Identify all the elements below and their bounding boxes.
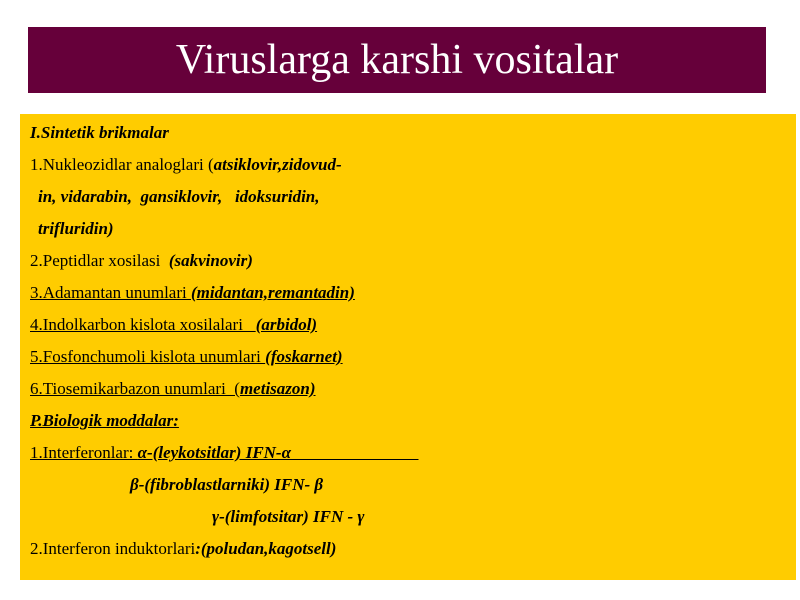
list-item-phosphonoformic-label: 5.Fosfonchumoli kislota unumlari — [30, 347, 266, 366]
list-item-nucleoside — [30, 150, 342, 180]
section-synthetic-heading — [30, 118, 169, 148]
list-item-peptide — [30, 246, 253, 276]
list-item-inducers-drugs: :(poludan,kagotsell) — [195, 539, 337, 558]
list-item-interferons-label: 1.Interferonlar: — [30, 443, 138, 462]
content-box — [20, 114, 796, 580]
list-item-indolecarbon — [30, 310, 317, 340]
list-item-interferons — [30, 438, 419, 468]
list-item-phosphonoformic — [30, 342, 343, 372]
list-item-thiosemicarbazone — [30, 374, 316, 404]
slide-title: Viruslarga karshi vositalar — [175, 37, 619, 83]
section-synthetic-label: I.Sintetik brikmalar — [30, 123, 169, 142]
list-item-interferons-gamma — [212, 502, 365, 532]
list-item-inducers — [30, 534, 336, 564]
list-item-interferons-alpha: α-(leykotsitlar) IFN-α — [137, 443, 291, 462]
list-item-adamantane-label: 3.Adamantan unumlari — [30, 283, 191, 302]
list-item-nucleoside-label: 1.Nukleozidlar analoglari ( — [30, 155, 214, 174]
list-item-indolecarbon-label: 4.Indolkarbon kislota xosilalari — [30, 315, 256, 334]
list-item-thiosemicarbazone-label: 6.Tiosemikarbazon unumlari ( — [30, 379, 240, 398]
list-item-interferons-beta — [130, 470, 323, 500]
list-item-nucleoside-cont — [38, 182, 320, 212]
list-item-nucleoside-drugs: atsiklovir,zidovud- — [213, 155, 342, 174]
list-item-nucleoside-drugs-end: trifluridin) — [38, 219, 114, 238]
list-item-adamantane — [30, 278, 355, 308]
list-item-nucleoside-drugs-cont: in, vidarabin, gansiklovir, idoksuridin, — [38, 187, 320, 206]
list-item-inducers-label: 2.Interferon induktorlari — [30, 539, 196, 558]
section-biological-heading — [30, 406, 179, 436]
list-item-interferons-underline-fill — [291, 443, 419, 462]
section-biological-label: P.Biologik moddalar: — [30, 411, 179, 430]
interferon-gamma-label: γ-(limfotsitar) IFN - γ — [212, 507, 365, 526]
list-item-phosphonoformic-drugs: (foskarnet) — [265, 347, 343, 366]
list-item-adamantane-drugs: (midantan,remantadin) — [191, 283, 355, 302]
list-item-nucleoside-cont2 — [38, 214, 114, 244]
list-item-indolecarbon-drugs: (arbidol) — [255, 315, 318, 334]
list-item-thiosemicarbazone-drugs: metisazon) — [239, 379, 316, 398]
list-item-peptide-label: 2.Peptidlar xosilasi — [30, 251, 169, 270]
list-item-peptide-drugs: (sakvinovir) — [168, 251, 253, 270]
interferon-beta-label: β-(fibroblastlarniki) IFN- β — [130, 475, 324, 494]
title-bar — [28, 27, 766, 93]
